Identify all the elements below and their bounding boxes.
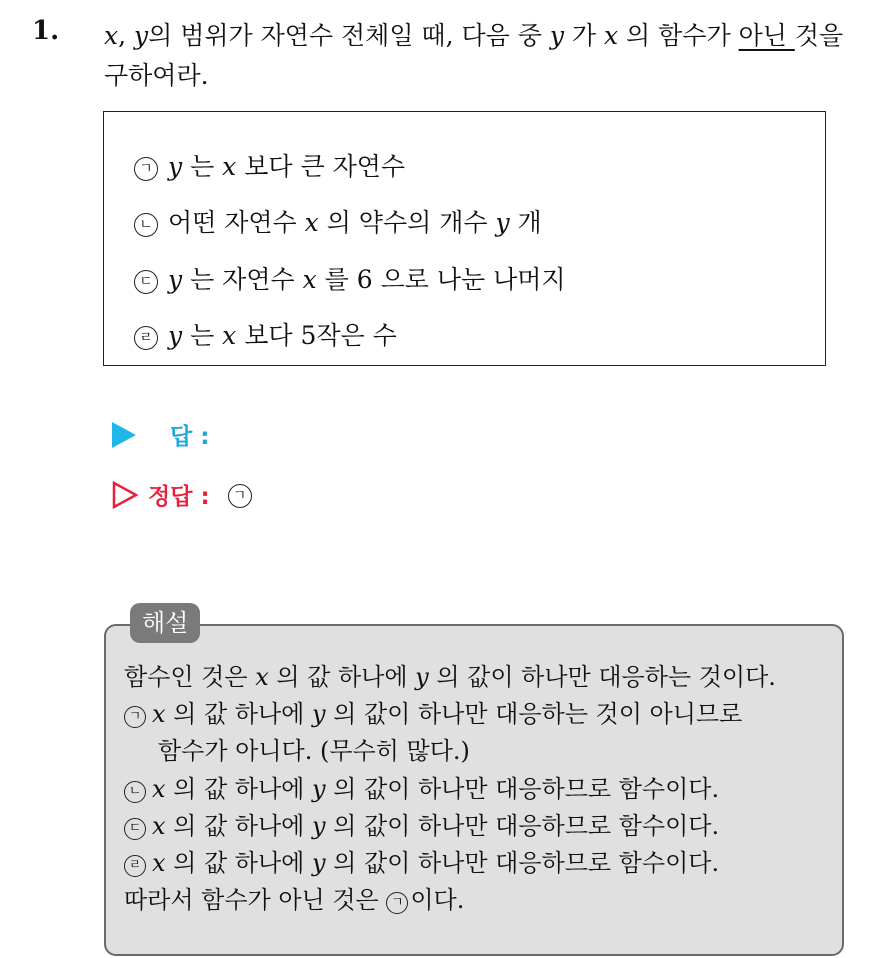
- choice-text: 보다 큰 자연수: [236, 152, 406, 181]
- play-outline-icon: [112, 481, 138, 509]
- circled-marker: ㄴ: [124, 781, 146, 803]
- var: y: [168, 265, 183, 294]
- choice-text: 어떤 자연수: [168, 208, 305, 237]
- q-text-part: 의 함수가: [618, 21, 739, 50]
- exp-text: 의 값이 하나만 대응하는 것이 아니므로: [325, 700, 743, 728]
- var: x: [152, 849, 166, 877]
- q-text-part: 의 범위가 자연수 전체일 때, 다음 중: [148, 21, 550, 50]
- var: x: [222, 321, 237, 350]
- explanation-line: [124, 662, 776, 692]
- exp-text: 함수인 것은: [124, 663, 256, 691]
- answer-label: 답 :: [170, 424, 210, 450]
- var: y: [311, 849, 326, 877]
- circled-marker: ㄱ: [134, 157, 158, 181]
- choice-text: 보다 5작은 수: [236, 321, 397, 350]
- exp-text: 따라서 함수가 아닌 것은: [124, 886, 387, 914]
- circled-marker: ㄱ: [386, 892, 408, 914]
- circled-marker: ㄷ: [134, 270, 158, 294]
- choice-text: 는: [182, 321, 223, 350]
- exp-text: 의 값 하나에: [165, 812, 312, 840]
- choice-item: [134, 151, 405, 183]
- choice-item: [134, 320, 397, 352]
- explanation-line: [124, 811, 719, 841]
- explanation-line: [158, 736, 470, 766]
- sep: ,: [118, 21, 135, 50]
- correct-answer-label: 정답 :: [148, 484, 210, 510]
- exp-text: 함수가 아니다. (무수히 많다.): [158, 737, 470, 765]
- var-x: x: [104, 21, 119, 50]
- choices-box: [103, 111, 826, 366]
- var: x: [152, 812, 166, 840]
- choice-item: [134, 207, 542, 239]
- exp-text: 의 값 하나에: [165, 849, 312, 877]
- explanation-line: [124, 774, 719, 804]
- var: y: [311, 775, 326, 803]
- var: y: [415, 663, 429, 691]
- explanation-line: [124, 885, 464, 915]
- var: y: [311, 700, 326, 728]
- explanation-line: [124, 848, 719, 878]
- var: y: [495, 208, 510, 237]
- circled-marker: ㄷ: [124, 818, 146, 840]
- var: x: [255, 663, 269, 691]
- choice-item: [134, 264, 566, 296]
- explanation-line: [124, 699, 742, 729]
- var: x: [304, 208, 319, 237]
- circled-marker: ㄱ: [124, 706, 146, 728]
- circled-marker: ㄹ: [124, 855, 146, 877]
- circled-marker: ㄴ: [134, 213, 158, 237]
- var: y: [168, 321, 183, 350]
- exp-text: 의 값 하나에: [268, 663, 416, 691]
- var: x: [222, 152, 237, 181]
- var-x: x: [604, 21, 619, 50]
- var-y: y: [134, 21, 149, 50]
- exp-text: 이다.: [410, 886, 465, 914]
- exp-text: 의 값이 하나만 대응하므로 함수이다.: [325, 849, 720, 877]
- q-text-part: 가: [563, 21, 604, 50]
- underlined-word: 아닌: [738, 21, 795, 50]
- choice-text: 개: [509, 208, 542, 237]
- answer-row: [112, 418, 209, 451]
- explanation-tag: 해설: [130, 603, 200, 643]
- var: x: [152, 775, 166, 803]
- question-number: 1.: [32, 16, 60, 46]
- q-text-part: 것을: [794, 21, 844, 50]
- circled-marker: ㄹ: [134, 326, 158, 350]
- exp-text: 의 값 하나에: [165, 775, 312, 803]
- circled-marker: ㄱ: [228, 484, 252, 508]
- exp-text: 의 값이 하나만 대응하므로 함수이다.: [325, 812, 720, 840]
- var-y: y: [549, 21, 564, 50]
- exp-text: 의 값이 하나만 대응하는 것이다.: [428, 663, 776, 691]
- choice-text: 는 자연수: [182, 265, 303, 294]
- exp-text: 의 값이 하나만 대응하므로 함수이다.: [325, 775, 720, 803]
- var: x: [302, 265, 317, 294]
- choice-text: 의 약수의 개수: [318, 208, 496, 237]
- question-line-2: 구하여라.: [104, 61, 209, 90]
- var: x: [152, 700, 166, 728]
- choice-text: 를 6 으로 나눈 나머지: [316, 265, 566, 294]
- choice-text: 는: [182, 152, 223, 181]
- exp-text: 의 값 하나에: [165, 700, 312, 728]
- question-line-1: [104, 16, 874, 56]
- correct-answer-row: [112, 478, 252, 511]
- var: y: [168, 152, 183, 181]
- question-text: [104, 16, 874, 96]
- play-filled-icon: [112, 422, 136, 448]
- var: y: [311, 812, 326, 840]
- correct-answer-value: [228, 482, 252, 508]
